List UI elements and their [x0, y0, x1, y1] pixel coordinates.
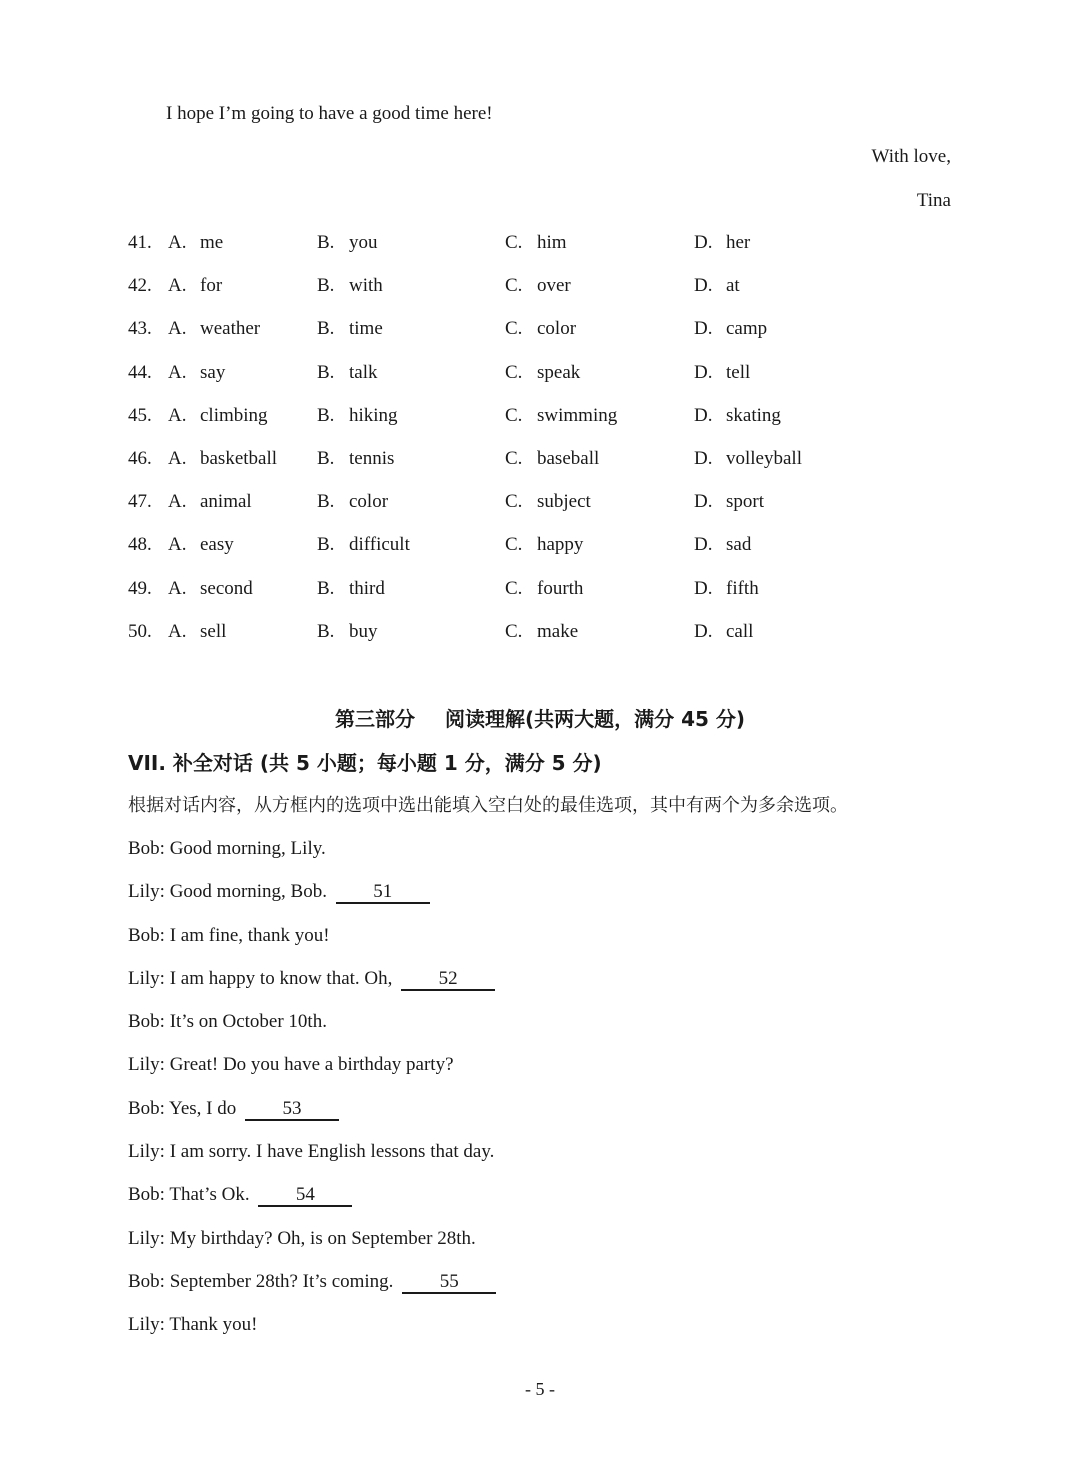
option-text: you — [349, 232, 378, 253]
option-c — [505, 404, 617, 428]
option-letter: B. — [317, 447, 335, 469]
option-letter: B. — [317, 577, 335, 599]
option-letter: B. — [317, 404, 335, 426]
option-text: call — [726, 620, 754, 642]
option-text: sad — [726, 534, 752, 556]
option-letter: D. — [694, 534, 713, 556]
option-row — [128, 317, 948, 360]
option-d — [694, 231, 750, 255]
section-title-text: 阅读理解(共两大题，满分 45 分) — [444, 707, 746, 731]
question-number: 43. — [128, 318, 152, 340]
part-vii-heading: VII. 补全对话 (共 5 小题；每小题 1 分，满分 5 分) — [128, 751, 602, 775]
dialogue-line — [128, 880, 496, 923]
option-a — [168, 447, 277, 471]
option-letter: D. — [694, 275, 713, 297]
option-text: skating — [726, 404, 781, 426]
option-letter: B. — [317, 534, 335, 556]
option-letter: B. — [317, 361, 335, 383]
option-letter: C. — [505, 361, 523, 383]
option-letter: D. — [694, 447, 713, 469]
option-letter: D. — [694, 232, 713, 253]
option-b — [317, 361, 378, 385]
option-letter: C. — [505, 275, 523, 297]
option-letter: C. — [505, 491, 523, 513]
question-number: 42. — [128, 275, 152, 297]
option-text: tennis — [349, 447, 395, 469]
option-text: sell — [200, 620, 227, 642]
question-number: 44. — [128, 361, 152, 383]
option-letter: A. — [168, 534, 187, 556]
dialogue-line — [128, 1053, 496, 1096]
option-b — [317, 274, 383, 298]
option-b — [317, 620, 378, 644]
option-text: over — [537, 275, 571, 297]
option-letter: D. — [694, 577, 713, 599]
option-d — [694, 533, 751, 557]
letter-signature: Tina — [916, 190, 951, 211]
option-a — [168, 404, 268, 428]
dialogue — [128, 837, 496, 1357]
option-letter: D. — [694, 361, 713, 383]
dialogue-line — [128, 1097, 496, 1140]
question-number: 50. — [128, 620, 152, 642]
option-a — [168, 533, 234, 557]
option-text: third — [349, 577, 385, 599]
option-text: say — [200, 361, 226, 383]
answer-blank[interactable]: 54 — [258, 1185, 352, 1207]
option-text: hiking — [349, 404, 398, 426]
option-d — [694, 447, 802, 471]
answer-options-list — [128, 231, 948, 663]
dialogue-text: Lily: Good morning, Bob. — [128, 881, 327, 903]
section-part-label: 第三部分 — [334, 707, 415, 731]
option-row — [128, 447, 948, 490]
option-b — [317, 317, 383, 341]
dialogue-text: Bob: It’s on October 10th. — [128, 1011, 327, 1033]
option-letter: A. — [168, 361, 187, 383]
option-letter: C. — [505, 577, 523, 599]
option-letter: A. — [168, 447, 187, 469]
option-text: easy — [200, 534, 234, 556]
option-letter: D. — [694, 404, 713, 426]
option-row — [128, 231, 948, 274]
question-number: 48. — [128, 534, 152, 556]
option-d — [694, 620, 753, 644]
option-row — [128, 620, 948, 663]
option-text: camp — [726, 318, 768, 340]
option-c — [505, 620, 578, 644]
option-text: buy — [349, 620, 378, 642]
option-a — [168, 620, 226, 644]
option-letter: C. — [505, 404, 523, 426]
dialogue-line — [128, 837, 496, 880]
option-a — [168, 231, 223, 255]
option-text: him — [537, 232, 567, 253]
option-b — [317, 447, 394, 471]
option-text: with — [349, 275, 383, 297]
dialogue-text: Bob: September 28th? It’s coming. — [128, 1270, 394, 1292]
answer-blank[interactable]: 53 — [245, 1099, 339, 1121]
dialogue-line — [128, 967, 496, 1010]
option-d — [694, 317, 767, 341]
answer-blank[interactable]: 55 — [402, 1272, 496, 1294]
option-text: time — [349, 318, 383, 340]
page-number: - 5 - — [525, 1379, 555, 1399]
dialogue-text: Bob: That’s Ok. — [128, 1184, 250, 1206]
option-text: weather — [200, 318, 261, 340]
option-text: subject — [537, 491, 591, 513]
option-letter: D. — [694, 620, 713, 642]
option-row — [128, 490, 948, 533]
option-letter: D. — [694, 491, 713, 513]
option-letter: A. — [168, 275, 187, 297]
dialogue-text: Bob: Good morning, Lily. — [128, 838, 326, 859]
option-letter: A. — [168, 318, 187, 340]
section-title — [0, 706, 1080, 732]
option-text: animal — [200, 491, 252, 513]
option-d — [694, 490, 764, 514]
dialogue-text: Lily: Thank you! — [128, 1314, 258, 1336]
part-vii-instruction: 根据对话内容，从方框内的选项中选出能填入空白处的最佳选项，其中有两个为多余选项。 — [128, 795, 848, 816]
option-letter: B. — [317, 318, 335, 340]
option-b — [317, 231, 378, 255]
dialogue-line — [128, 1183, 496, 1226]
option-letter: A. — [168, 620, 187, 642]
option-b — [317, 490, 388, 514]
option-text: sport — [726, 491, 764, 513]
dialogue-line — [128, 1010, 496, 1053]
question-number: 45. — [128, 404, 152, 426]
option-letter: D. — [694, 318, 713, 340]
option-text: baseball — [537, 447, 600, 469]
option-d — [694, 577, 759, 601]
option-text: difficult — [349, 534, 410, 556]
option-d — [694, 274, 740, 298]
option-letter: A. — [168, 404, 187, 426]
dialogue-line — [128, 1313, 496, 1356]
option-text: climbing — [200, 404, 268, 426]
question-number: 41. — [128, 232, 152, 253]
dialogue-text: Lily: Great! Do you have a birthday party? — [128, 1054, 454, 1076]
option-text: color — [537, 318, 577, 340]
option-letter: C. — [505, 534, 523, 556]
option-letter: A. — [168, 577, 187, 599]
option-text: swimming — [537, 404, 618, 426]
option-text: happy — [537, 534, 584, 556]
option-text: color — [349, 491, 389, 513]
option-c — [505, 577, 583, 601]
option-letter: C. — [505, 620, 523, 642]
dialogue-line — [128, 1227, 496, 1270]
option-letter: B. — [317, 232, 335, 253]
option-text: speak — [537, 361, 581, 383]
option-c — [505, 533, 583, 557]
option-letter: B. — [317, 491, 335, 513]
option-a — [168, 317, 260, 341]
question-number: 46. — [128, 447, 152, 469]
option-c — [505, 361, 580, 385]
option-c — [505, 231, 567, 255]
option-letter: B. — [317, 620, 335, 642]
option-letter: C. — [505, 318, 523, 340]
option-d — [694, 404, 781, 428]
answer-blank[interactable]: 52 — [401, 969, 495, 991]
option-row — [128, 274, 948, 317]
dialogue-text: Lily: I am sorry. I have English lessons that day. — [128, 1141, 495, 1163]
option-text: volleyball — [726, 447, 802, 469]
option-text: second — [200, 577, 253, 599]
option-c — [505, 490, 591, 514]
option-text: fourth — [537, 577, 584, 599]
option-row — [128, 361, 948, 404]
dialogue-text: Lily: I am happy to know that. Oh, — [128, 967, 393, 989]
option-row — [128, 577, 948, 620]
option-letter: A. — [168, 491, 187, 513]
option-text: at — [726, 275, 740, 297]
option-a — [168, 274, 222, 298]
dialogue-text: Bob: I am fine, thank you! — [128, 924, 330, 946]
dialogue-line — [128, 1270, 496, 1313]
option-text: fifth — [726, 577, 759, 599]
option-b — [317, 577, 385, 601]
question-number: 47. — [128, 491, 152, 513]
option-d — [694, 361, 750, 385]
option-letter: C. — [505, 447, 523, 469]
option-letter: C. — [505, 232, 523, 253]
dialogue-text: Lily: My birthday? Oh, is on September 28th. — [128, 1227, 476, 1249]
option-text: make — [537, 620, 579, 642]
option-text: me — [200, 232, 224, 253]
option-text: her — [726, 232, 751, 253]
letter-sign-off: With love, — [871, 146, 951, 167]
question-number: 49. — [128, 577, 152, 599]
dialogue-text: Bob: Yes, I do — [128, 1097, 237, 1119]
dialogue-line — [128, 1140, 496, 1183]
option-text: for — [200, 275, 223, 297]
dialogue-line — [128, 924, 496, 967]
option-text: basketball — [200, 447, 278, 469]
option-b — [317, 404, 398, 428]
option-c — [505, 317, 576, 341]
option-a — [168, 361, 225, 385]
answer-blank[interactable]: 51 — [336, 882, 430, 904]
option-letter: B. — [317, 275, 335, 297]
option-text: tell — [726, 361, 751, 383]
option-letter: A. — [168, 232, 187, 253]
letter-closing-line: I hope I’m going to have a good time here! — [166, 103, 493, 124]
option-a — [168, 490, 252, 514]
option-a — [168, 577, 253, 601]
option-row — [128, 533, 948, 576]
option-row — [128, 404, 948, 447]
option-text: talk — [349, 361, 378, 383]
option-c — [505, 274, 571, 298]
option-b — [317, 533, 410, 557]
option-c — [505, 447, 599, 471]
